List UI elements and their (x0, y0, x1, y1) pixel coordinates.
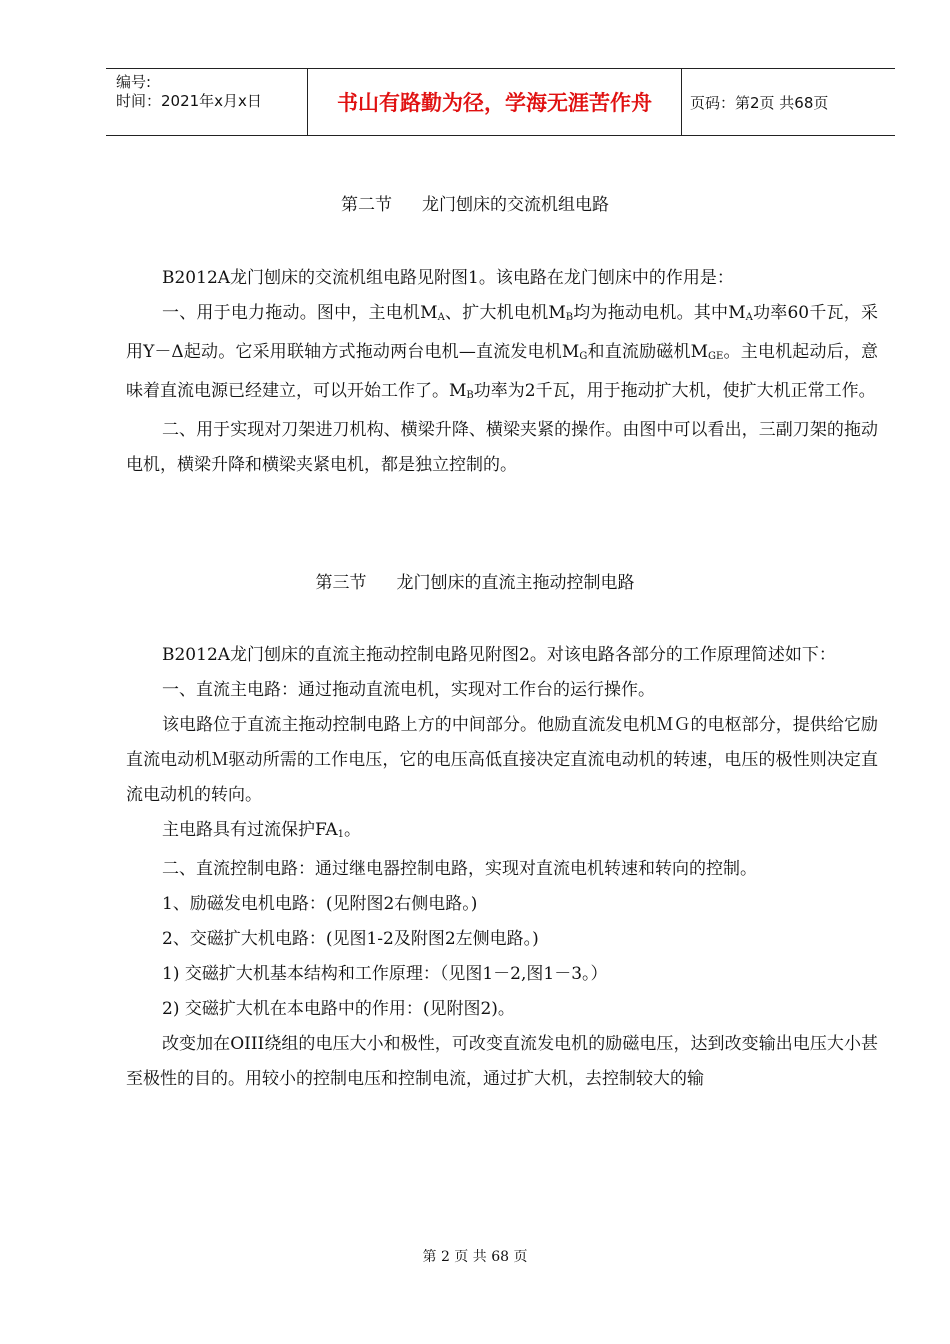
section2-title-text: 龙门刨床的交流机组电路 (422, 195, 609, 215)
paragraph: 1、励磁发电机电路：(见附图2右侧电路。) (162, 894, 478, 914)
motto: 书山有路勤为径，学海无涯苦作舟 (308, 69, 682, 135)
time-label: 时间：2021年x月x日 (116, 92, 262, 110)
paragraph: B2012A龙门刨床的交流机组电路见附图1。该电路在龙门刨床中的作用是： (162, 268, 734, 288)
paragraph: 一、直流主电路：通过拖动直流电机，实现对工作台的运行操作。 (162, 680, 655, 700)
paragraph: 二、用于实现对刀架进刀机构、横梁升降、横梁夹紧的操作。由图中可以看出，三副刀架的拖动电机，横梁升降和横梁夹紧电机，都是独立控制的。 (126, 420, 878, 475)
section3-title (0, 568, 950, 593)
section3-body (126, 638, 878, 1097)
paragraph: 2、交磁扩大机电路：(见图1-2及附图2左侧电路。) (162, 929, 539, 949)
section3-title-text: 龙门刨床的直流主拖动控制电路 (396, 573, 635, 593)
page-footer: 第 2 页 共 68 页 (422, 1249, 528, 1265)
section2-title-number: 第二节 (341, 195, 392, 215)
number-label: 编号: (116, 73, 152, 91)
section3-title-number: 第三节 (315, 573, 367, 593)
paragraph: 1) 交磁扩大机基本结构和工作原理：（见图1－2,图1－3。） (162, 964, 608, 984)
page-label: 页码：第2页 共68页 (690, 93, 829, 112)
paragraph: 2) 交磁扩大机在本电路中的作用：(见附图2)。 (162, 999, 515, 1019)
section2-body (126, 261, 878, 483)
paragraph: 主电路具有过流保护$FA_1$。 (162, 820, 361, 840)
paragraph: 一、用于电力拖动。图中，主电机$M_A$、扩大机电机$M_B$均为拖动电机。其中$M_A$功率60千瓦，采用Y－Δ起动。它采用联轴方式拖动两台电机—直流发电机$M_G$和直流励磁机$M_{GE}$。主电机起动后，意味着直流电源已经建立，可以开始工作了。$M_B$功率为2千瓦，用于拖动扩大机，使扩大机正常工作。 (126, 303, 879, 401)
paragraph: 该电路位于直流主拖动控制电路上方的中间部分。他励直流发电机ＭＧ的电枢部分，提供给它励直流电动机Ｍ驱动所需的工作电压，它的电压高低直接决定直流电动机的转速，电压的极性则决定直流电动机的转向。 (126, 715, 878, 805)
paragraph: B2012A龙门刨床的直流主拖动控制电路见附图2。对该电路各部分的工作原理简述如下： (162, 645, 836, 665)
section2-title (0, 190, 950, 215)
paragraph: 改变加在OIII绕组的电压大小和极性，可改变直流发电机的励磁电压，达到改变输出电压大小甚至极性的目的。用较小的控制电压和控制电流，通过扩大机，去控制较大的输 (126, 1034, 878, 1089)
header-table (106, 68, 895, 136)
paragraph: 二、直流控制电路：通过继电器控制电路，实现对直流电机转速和转向的控制。 (162, 859, 757, 879)
header-info-cell (106, 69, 308, 135)
